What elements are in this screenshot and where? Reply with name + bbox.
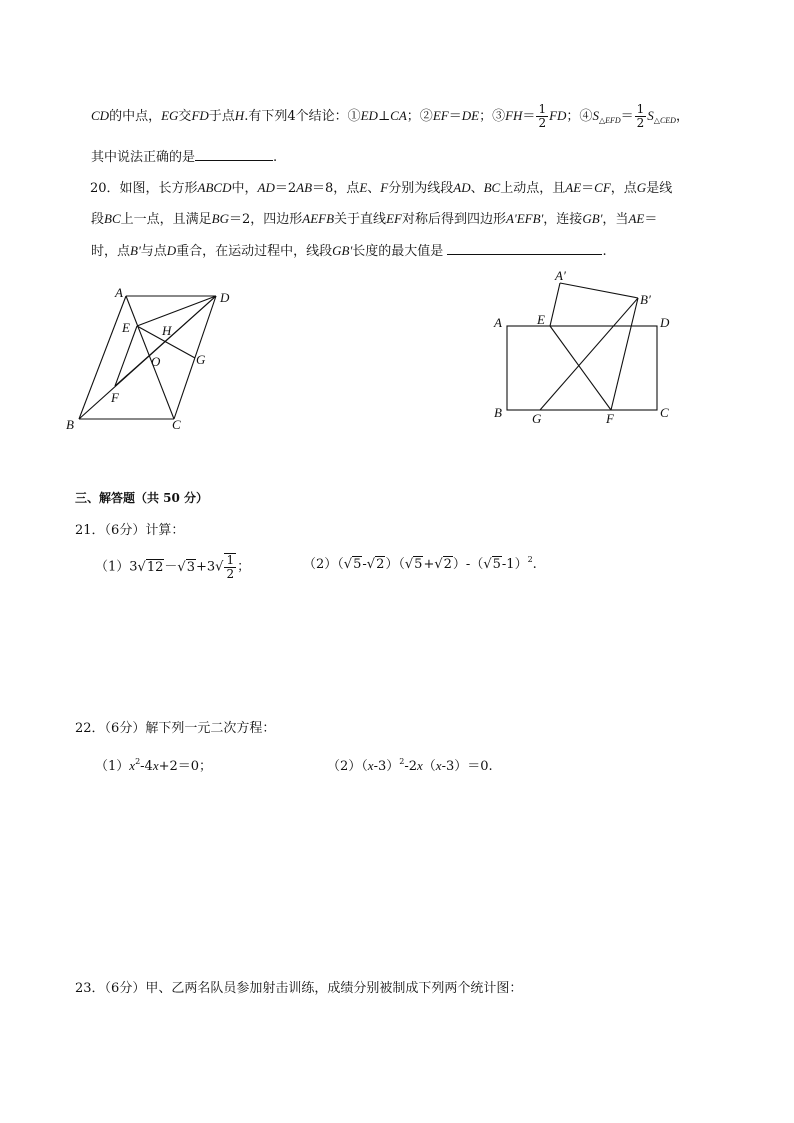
text-fh: FH <box>505 108 523 123</box>
text: 20．如图，长方形 <box>90 181 198 196</box>
q20-line1 <box>90 177 672 196</box>
text: ＝ <box>581 181 595 196</box>
superscript: 2 <box>527 555 533 564</box>
q21-part2 <box>303 553 537 572</box>
figure-parallelogram <box>60 282 260 437</box>
text: .有下列4个结论：① <box>244 109 361 124</box>
text: 分别为线段 <box>388 181 454 196</box>
frac-num: 1 <box>226 553 235 567</box>
radicand: 5 <box>492 557 501 572</box>
q22-title <box>75 717 275 736</box>
text: B' <box>130 243 141 258</box>
text: + <box>423 557 435 572</box>
label-aprime: A′ <box>555 268 566 283</box>
text: 、 <box>470 181 484 196</box>
segment-aprime-e <box>550 283 560 326</box>
text: 关于直线 <box>334 212 387 227</box>
text: F <box>380 180 389 195</box>
q22-part2 <box>327 755 493 774</box>
sqrt-2: √2 <box>434 557 452 572</box>
text: -3）＝0. <box>441 759 493 774</box>
text: 其中说法正确的是 <box>91 150 196 165</box>
q20-line3 <box>91 240 607 259</box>
label-c: C <box>660 405 669 420</box>
text: E <box>359 180 368 195</box>
q22-part1 <box>95 755 212 774</box>
text: 时，点 <box>91 244 131 259</box>
question-title: 22．（6分）解下列一元二次方程： <box>75 721 276 736</box>
var-x: x <box>152 758 159 773</box>
label-e: E <box>537 312 545 327</box>
text: -4 <box>140 759 153 774</box>
text-s: S <box>647 108 654 123</box>
question-title: 21．（6分）计算： <box>75 523 185 538</box>
text: +3 <box>195 559 216 575</box>
subscript: △EFD <box>598 116 621 125</box>
figure-rectangle-fold <box>490 262 680 432</box>
text: -2 <box>404 759 417 774</box>
label-a: A <box>115 285 123 300</box>
text: AD <box>453 180 471 195</box>
text: ）-（ <box>452 557 484 572</box>
text: GB' <box>582 211 603 226</box>
label-f: F <box>606 411 614 426</box>
text: ，当 <box>602 212 629 227</box>
rectangle-abcd <box>507 326 657 410</box>
label-o: O <box>151 354 161 369</box>
text: ，连接 <box>543 212 583 227</box>
label-b: B <box>494 405 502 420</box>
q23-title <box>75 977 522 996</box>
q20-line2 <box>91 208 657 227</box>
text-ef: EF <box>432 108 449 123</box>
frac-den: 2 <box>636 116 645 130</box>
text: ）（ <box>385 557 405 572</box>
text-ca: CA <box>390 108 407 123</box>
text: AE <box>628 211 645 226</box>
text: D <box>166 243 177 258</box>
var-x: x <box>367 758 374 773</box>
label-f: F <box>111 390 119 405</box>
radicand: 5 <box>353 557 362 572</box>
perp-symbol: ⊥ <box>377 109 391 124</box>
segment-g-bprime <box>540 298 638 410</box>
sqrt-half: √ $\frac{1}{2}$ <box>215 553 235 581</box>
text: BG <box>211 211 229 226</box>
text-fd: FD <box>191 108 209 123</box>
text: A'EFB' <box>505 211 544 226</box>
label-e: E <box>122 320 130 335</box>
text: GB' <box>332 243 353 258</box>
text: ＝2 <box>274 181 297 196</box>
text-s: S <box>592 108 599 123</box>
text: 重合，在运动过程中，线段 <box>176 244 333 259</box>
text: ；② <box>406 109 433 124</box>
label-c: C <box>172 417 181 432</box>
var-x: x <box>435 758 442 773</box>
radicand: 2 <box>376 557 385 572</box>
text: . <box>602 244 607 259</box>
text: ； <box>237 559 251 575</box>
text: ＝ <box>522 109 536 124</box>
text-cd: CD <box>91 108 110 123</box>
label-a: A <box>494 315 502 330</box>
sqrt-5: √5 <box>483 557 501 572</box>
frac-num: 1 <box>636 102 645 116</box>
question-title: 23．（6分）甲、乙两名队员参加射击训练，成绩分别被制成下列两个统计图： <box>75 981 523 996</box>
answer-blank[interactable] <box>195 148 273 161</box>
label-b: B <box>66 417 74 432</box>
text: ＝ <box>620 109 634 124</box>
section-heading <box>75 489 208 506</box>
text: EF <box>386 211 402 226</box>
text-de: DE <box>461 108 480 123</box>
text: （1） <box>95 759 130 774</box>
radicand: 3 <box>186 559 195 575</box>
text: （2）（ <box>327 759 368 774</box>
superscript: 2 <box>135 757 141 766</box>
subscript: △CED <box>653 116 676 125</box>
sqrt-12: √12 <box>137 559 164 575</box>
segment-aprime-bprime <box>560 283 638 298</box>
q19-line1 <box>91 103 689 130</box>
text: （1）3 <box>95 559 138 575</box>
text: 于点 <box>208 109 235 124</box>
radicand: 2 <box>443 557 452 572</box>
radicand: 5 <box>414 557 423 572</box>
q21-title <box>75 519 184 538</box>
text: ＝ <box>448 109 462 124</box>
fraction-half-2 <box>635 103 647 130</box>
label-d: D <box>660 315 670 330</box>
sqrt-3: √3 <box>177 559 195 575</box>
var-x: x <box>129 758 136 773</box>
text: - <box>362 557 367 572</box>
fraction-half <box>536 103 548 130</box>
text-fd: FD <box>549 108 567 123</box>
sqrt-2: √2 <box>366 557 385 572</box>
text: 对称后得到四边形 <box>401 212 506 227</box>
text: ，点 <box>610 181 637 196</box>
text-eg: EG <box>161 108 179 123</box>
frac-den: 2 <box>226 567 235 581</box>
text: （ <box>422 759 436 774</box>
q19-line2 <box>91 146 277 165</box>
text: 的中点， <box>109 109 162 124</box>
fraction-half <box>224 553 236 581</box>
text: 长度的最大值是 <box>352 244 444 259</box>
text: G <box>636 180 647 195</box>
var-x: x <box>417 758 423 773</box>
text: . <box>532 557 537 572</box>
text: 与点 <box>140 244 167 259</box>
text: -1） <box>501 557 528 572</box>
text: ， <box>675 109 689 124</box>
q21-part1 <box>95 553 250 581</box>
superscript: 2 <box>399 757 405 766</box>
label-g: G <box>532 411 542 426</box>
label-bprime: B′ <box>640 292 651 307</box>
label-h: H <box>162 323 172 338</box>
text: AD <box>257 180 275 195</box>
text: ＝ <box>644 212 658 227</box>
text: BC <box>483 180 501 195</box>
text: 、 <box>367 181 381 196</box>
text-h: H <box>234 108 245 123</box>
text: . <box>273 150 278 165</box>
text-ed: ED <box>360 108 378 123</box>
segment-ed <box>137 296 216 326</box>
text: 中， <box>231 181 258 196</box>
text: ；③ <box>479 109 506 124</box>
text: （2）（ <box>303 557 344 572</box>
text: AB <box>296 180 313 195</box>
radicand: 12 <box>146 559 164 575</box>
label-d: D <box>220 290 230 305</box>
text: AE <box>565 180 582 195</box>
label-g: G <box>196 352 206 367</box>
text: － <box>164 559 178 575</box>
text: ＝8，点 <box>312 181 360 196</box>
text: 上一点，且满足 <box>120 212 212 227</box>
text: 段 <box>91 212 105 227</box>
text: CF <box>594 180 611 195</box>
segment-bprime-f <box>611 298 638 410</box>
text: 是线 <box>646 181 673 196</box>
text: ；④ <box>566 109 593 124</box>
sqrt-5: √5 <box>404 557 423 572</box>
text: AEFB <box>302 211 335 226</box>
frac-den: 2 <box>538 116 547 130</box>
answer-blank[interactable] <box>447 242 602 255</box>
text: BC <box>104 211 121 226</box>
text: ABCD <box>197 180 232 195</box>
text: 上动点，且 <box>500 181 566 196</box>
text: 交 <box>178 109 192 124</box>
sqrt-5: √5 <box>343 557 362 572</box>
section-title: 三、解答题（共 50 分） <box>75 491 209 505</box>
text: -3） <box>373 759 400 774</box>
frac-num: 1 <box>538 102 547 116</box>
text: ＝2，四边形 <box>229 212 303 227</box>
text: +2＝0； <box>158 759 213 774</box>
